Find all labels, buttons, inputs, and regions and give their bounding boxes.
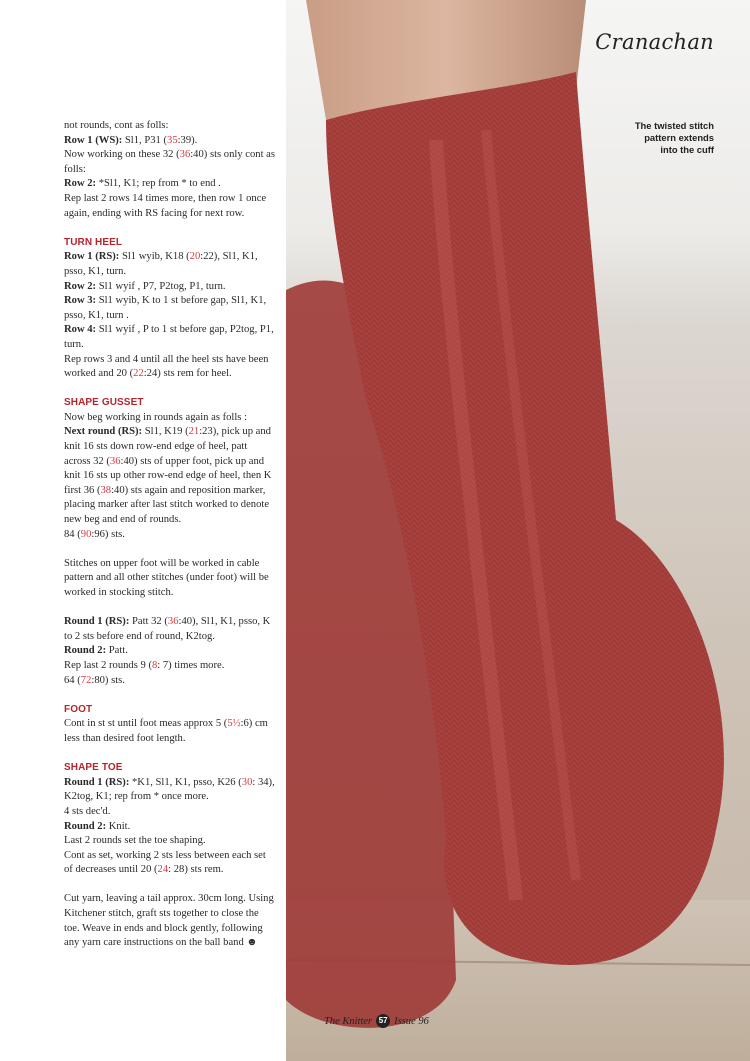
photo-caption (594, 120, 714, 156)
pattern-text (64, 119, 276, 951)
turn-heel-heading: TURN HEEL (64, 236, 123, 248)
page-footer (324, 1014, 429, 1028)
page-number: 57 (376, 1014, 390, 1028)
turn-heel-row1: Row 1 (RS): Sl1 wyib, K18 (20:22), Sl1, K1, psso, K1, turn. (64, 251, 258, 277)
foot-heading: FOOT (64, 703, 93, 715)
intro-line: not rounds, cont as folls: (64, 120, 169, 131)
shape-gusset-heading: SHAPE GUSSET (64, 397, 144, 409)
turn-heel-row4: Row 4: Sl1 wyif , P to 1 st before gap, P2tog, P1, turn. (64, 324, 274, 350)
magazine-name: The Knitter (324, 1015, 373, 1027)
turn-heel-repeat: Rep rows 3 and 4 until all the heel sts have been worked and 20 (22:24) sts rem for heel. (64, 353, 269, 380)
row2-line: Row 2: *Sl1, K1; rep from * to end . (64, 178, 221, 190)
socks-photo (286, 0, 750, 1061)
caption-line: into the cuff (660, 144, 714, 155)
turn-heel-row2: Row 2: Sl1 wyif , P7, P2tog, P1, turn. (64, 280, 226, 292)
page-title: Cranachan (595, 30, 714, 54)
toe-round1: Round 1 (RS): *K1, Sl1, K1, psso, K26 (30: 34), K2tog, K1; rep from * once more. (64, 776, 275, 803)
turn-heel-row3: Row 3: Sl1 wyib, K to 1 st before gap, Sl1, K1, psso, K1, turn . (64, 295, 267, 321)
caption-line: The twisted stitch (634, 120, 714, 131)
socks-illustration (286, 0, 750, 1061)
gusset-next-round: Next round (RS): Sl1, K19 (21:23), pick up and knit 16 sts down row-end edge of heel, patt across 32 (36:40) sts of upper foot, pick up and knit 16 sts up other row-end edge of heel, then K first 36 (38:40) sts again and reposition marker, placing marker after last stitch worked to denote new beg and end of rounds. (64, 426, 272, 526)
gusset-count2: 64 (72:80) sts. (64, 674, 125, 686)
caption-line: pattern extends (644, 132, 714, 143)
text-column (0, 0, 286, 1061)
toe-decrease: 4 sts dec'd. (64, 805, 111, 817)
gusset-count: 84 (90:96) sts. (64, 528, 125, 540)
row1-line: Row 1 (WS): Sl1, P31 (35:39). (64, 134, 198, 146)
finishing-text: Cut yarn, leaving a tail approx. 30cm long. Using Kitchener stitch, graft sts together to close the toe. Weave in ends and block gently, following any yarn care instructions on the ball band ☻ (64, 893, 274, 949)
shape-toe-heading: SHAPE TOE (64, 762, 123, 774)
gusset-round2: Round 2: Patt. (64, 645, 128, 657)
issue-number: Issue 96 (394, 1015, 429, 1027)
toe-line2: Cont as set, working 2 sts less between each set of decreases until 20 (24: 28) sts rem. (64, 849, 266, 876)
toe-round2: Round 2: Knit. (64, 820, 131, 832)
repeat-line: Rep last 2 rows 14 times more, then row 1 once again, ending with RS facing for next row. (64, 192, 267, 219)
gusset-round1: Round 1 (RS): Patt 32 (36:40), Sl1, K1, psso, K to 2 sts before end of round, K2tog. (64, 616, 271, 642)
toe-line1: Last 2 rounds set the toe shaping. (64, 835, 206, 847)
working-line: Now working on these 32 (36:40) sts only cont as folls: (64, 149, 275, 175)
foot-text: Cont in st st until foot meas approx 5 (5½:6) cm less than desired foot length. (64, 718, 268, 744)
gusset-note: Stitches on upper foot will be worked in cable pattern and all other stitches (under foot) will be worked in stocking stitch. (64, 557, 269, 598)
gusset-repeat: Rep last 2 rounds 9 (8: 7) times more. (64, 659, 225, 671)
gusset-intro: Now beg working in rounds again as folls : (64, 411, 248, 423)
